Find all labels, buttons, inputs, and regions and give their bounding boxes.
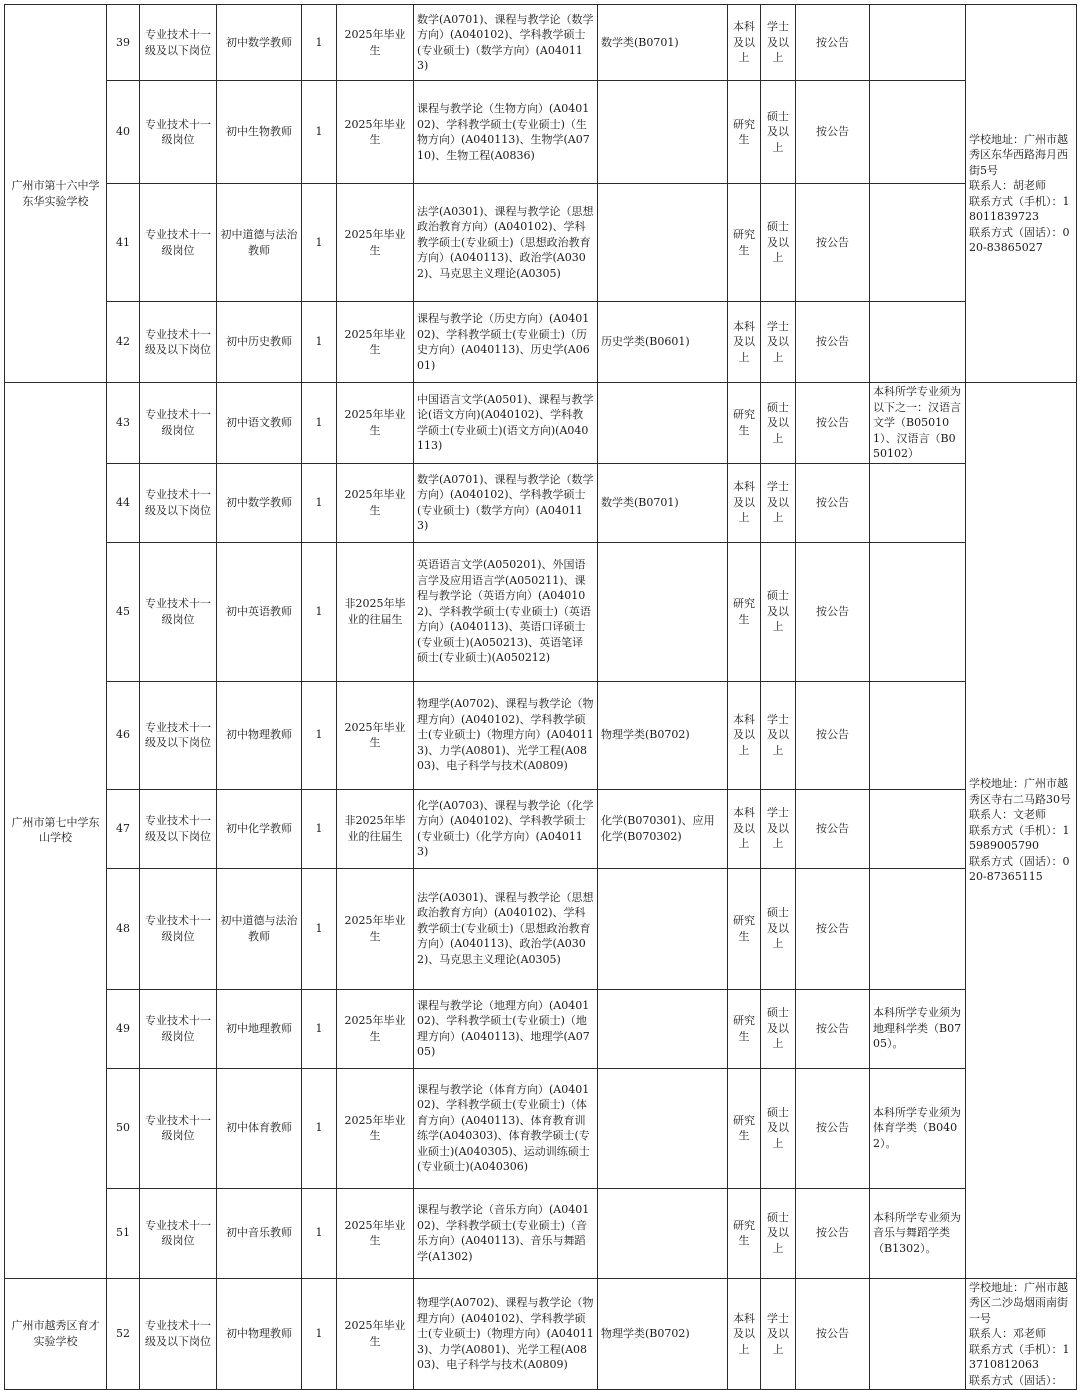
undergrad-major: 数学类(B0701): [598, 5, 728, 81]
job-level: 专业技术十一级岗位: [140, 1068, 217, 1188]
note: [870, 681, 966, 789]
row-number: 52: [107, 1278, 140, 1390]
other-req: 按公告: [796, 81, 870, 184]
contact-line: 联系方式（固话）：020-87365115: [969, 854, 1070, 883]
degree-req: 学士及以上: [761, 463, 796, 542]
education-req: 本科及以上: [728, 302, 761, 383]
hire-count: 1: [302, 681, 337, 789]
table-row: [5, 789, 1077, 868]
job-level: 专业技术十一级及以下岗位: [140, 5, 217, 81]
hire-count: 1: [302, 868, 337, 989]
hire-count: 1: [302, 302, 337, 383]
education-req: 本科及以上: [728, 681, 761, 789]
degree-req: 硕士及以上: [761, 868, 796, 989]
contact-line: 联系人：胡老师: [969, 179, 1046, 192]
hire-count: 1: [302, 383, 337, 464]
row-number: 40: [107, 81, 140, 184]
position-name: 初中英语教师: [217, 542, 302, 681]
note: [870, 5, 966, 81]
position-name: 初中物理教师: [217, 681, 302, 789]
table-row: [5, 989, 1077, 1068]
undergrad-major: [598, 542, 728, 681]
target-group: 非2025年毕业的往届生: [337, 789, 414, 868]
degree-req: 学士及以上: [761, 5, 796, 81]
undergrad-major: 化学(B070301)、应用化学(B070302): [598, 789, 728, 868]
target-group: 2025年毕业生: [337, 1188, 414, 1278]
row-number: 50: [107, 1068, 140, 1188]
hire-count: 1: [302, 5, 337, 81]
contact-line: 联系方式（固话）：: [969, 1373, 1063, 1387]
graduate-major: 化学(A0703)、课程与教学论（化学方向）(A040102)、学科教学硕士(专业硕士)（化学方向）(A040113): [414, 789, 598, 868]
job-level: 专业技术十一级及以下岗位: [140, 789, 217, 868]
position-name: 初中化学教师: [217, 789, 302, 868]
target-group: 2025年毕业生: [337, 184, 414, 302]
table-row: [5, 681, 1077, 789]
note: [870, 463, 966, 542]
job-level: 专业技术十一级及以下岗位: [140, 681, 217, 789]
job-level: 专业技术十一级岗位: [140, 383, 217, 464]
degree-req: 学士及以上: [761, 1278, 796, 1390]
row-number: 46: [107, 681, 140, 789]
row-number: 41: [107, 184, 140, 302]
row-number: 51: [107, 1188, 140, 1278]
note: [870, 81, 966, 184]
table-row: [5, 542, 1077, 681]
position-name: 初中语文教师: [217, 383, 302, 464]
row-number: 49: [107, 989, 140, 1068]
table-row: [5, 5, 1077, 81]
table-row: [5, 383, 1077, 464]
position-name: 初中历史教师: [217, 302, 302, 383]
other-req: 按公告: [796, 184, 870, 302]
degree-req: 学士及以上: [761, 789, 796, 868]
target-group: 2025年毕业生: [337, 1068, 414, 1188]
position-name: 初中生物教师: [217, 81, 302, 184]
other-req: 按公告: [796, 989, 870, 1068]
undergrad-major: 物理学类(B0702): [598, 1278, 728, 1390]
undergrad-major: 数学类(B0701): [598, 463, 728, 542]
contact-line: 联系方式（手机）：13710812063: [969, 1342, 1070, 1371]
graduate-major: 课程与教学论（体育方向）(A040102)、学科教学硕士(专业硕士)（体育方向）(A040113)、体育教育训练学(A040303)、体育教学硕士(专业硕士)(A040305)、运动训练硕士(专业硕士)(A040306): [414, 1068, 598, 1188]
hire-count: 1: [302, 542, 337, 681]
note: [870, 868, 966, 989]
recruitment-table: [4, 4, 1077, 1390]
education-req: 研究生: [728, 383, 761, 464]
note: [870, 789, 966, 868]
target-group: 2025年毕业生: [337, 81, 414, 184]
job-level: 专业技术十一级岗位: [140, 868, 217, 989]
education-req: 研究生: [728, 868, 761, 989]
note: 本科所学专业须为体育学类（B0402）。: [870, 1068, 966, 1188]
graduate-major: 物理学(A0702)、课程与教学论（物理方向）(A040102)、学科教学硕士(专业硕士)（物理方向）(A040113)、力学(A0801)、光学工程(A0803)、电子科学与技术(A0809): [414, 1278, 598, 1390]
contact-line: 联系人：文老师: [969, 808, 1046, 821]
target-group: 2025年毕业生: [337, 989, 414, 1068]
graduate-major: 课程与教学论（音乐方向）(A040102)、学科教学硕士(专业硕士)（音乐方向）(A040113)、音乐与舞蹈学(A1302): [414, 1188, 598, 1278]
target-group: 2025年毕业生: [337, 681, 414, 789]
note: 本科所学专业须为地理科学类（B0705）。: [870, 989, 966, 1068]
table-row: [5, 1188, 1077, 1278]
graduate-major: 课程与教学论（生物方向）(A040102)、学科教学硕士(专业硕士)（生物方向）(A040113)、生物学(A0710)、生物工程(A0836): [414, 81, 598, 184]
graduate-major: 物理学(A0702)、课程与教学论（物理方向）(A040102)、学科教学硕士(专业硕士)（物理方向）(A040113)、力学(A0801)、光学工程(A0803)、电子科学与技术(A0809): [414, 681, 598, 789]
undergrad-major: [598, 184, 728, 302]
job-level: 专业技术十一级及以下岗位: [140, 463, 217, 542]
note: [870, 542, 966, 681]
degree-req: 硕士及以上: [761, 989, 796, 1068]
degree-req: 硕士及以上: [761, 81, 796, 184]
education-req: 研究生: [728, 1188, 761, 1278]
position-name: 初中道德与法治教师: [217, 868, 302, 989]
graduate-major: 法学(A0301)、课程与教学论（思想政治教育方向）(A040102)、学科教学硕士(专业硕士)（思想政治教育方向）(A040113)、政治学(A0302)、马克思主义理论(A0305): [414, 184, 598, 302]
hire-count: 1: [302, 1278, 337, 1390]
table-row: [5, 302, 1077, 383]
target-group: 2025年毕业生: [337, 383, 414, 464]
row-number: 44: [107, 463, 140, 542]
other-req: 按公告: [796, 463, 870, 542]
row-number: 47: [107, 789, 140, 868]
school-name: 广州市第七中学东山学校: [5, 383, 107, 1279]
undergrad-major: [598, 383, 728, 464]
row-number: 45: [107, 542, 140, 681]
undergrad-major: 物理学类(B0702): [598, 681, 728, 789]
undergrad-major: 历史学类(B0601): [598, 302, 728, 383]
school-contact: [966, 383, 1077, 1279]
target-group: 2025年毕业生: [337, 463, 414, 542]
education-req: 本科及以上: [728, 5, 761, 81]
target-group: 2025年毕业生: [337, 5, 414, 81]
graduate-major: 英语语言文学(A050201)、外国语言学及应用语言学(A050211)、课程与教学论（英语方向）(A040102)、学科教学硕士(专业硕士)（英语方向）(A040113)、英语口译硕士(专业硕士)(A050213)、英语笔译硕士(专业硕士)(A050212): [414, 542, 598, 681]
job-level: 专业技术十一级岗位: [140, 81, 217, 184]
target-group: 非2025年毕业的往届生: [337, 542, 414, 681]
other-req: 按公告: [796, 1278, 870, 1390]
graduate-major: 法学(A0301)、课程与教学论（思想政治教育方向）(A040102)、学科教学硕士(专业硕士)（思想政治教育方向）(A040113)、政治学(A0302)、马克思主义理论(A0305): [414, 868, 598, 989]
degree-req: 硕士及以上: [761, 184, 796, 302]
job-level: 专业技术十一级岗位: [140, 542, 217, 681]
position-name: 初中音乐教师: [217, 1188, 302, 1278]
hire-count: 1: [302, 989, 337, 1068]
other-req: 按公告: [796, 542, 870, 681]
contact-line: 学校地址：广州市越秀区寺右二马路30号: [969, 777, 1071, 806]
degree-req: 硕士及以上: [761, 1068, 796, 1188]
note: [870, 302, 966, 383]
education-req: 本科及以上: [728, 789, 761, 868]
note: 本科所学专业须为以下之一：汉语言文学（B050101）、汉语言（B050102）: [870, 383, 966, 464]
school-name: 广州市第十六中学东华实验学校: [5, 5, 107, 383]
education-req: 研究生: [728, 542, 761, 681]
education-req: 研究生: [728, 1068, 761, 1188]
hire-count: 1: [302, 1068, 337, 1188]
graduate-major: 数学(A0701)、课程与教学论（数学方向）(A040102)、学科教学硕士(专业硕士)（数学方向）(A040113): [414, 5, 598, 81]
education-req: 本科及以上: [728, 463, 761, 542]
position-name: 初中道德与法治教师: [217, 184, 302, 302]
hire-count: 1: [302, 789, 337, 868]
other-req: 按公告: [796, 1068, 870, 1188]
note: [870, 184, 966, 302]
education-req: 研究生: [728, 989, 761, 1068]
degree-req: 学士及以上: [761, 681, 796, 789]
graduate-major: 课程与教学论（历史方向）(A040102)、学科教学硕士(专业硕士)（历史方向）(A040113)、历史学(A0601): [414, 302, 598, 383]
degree-req: 学士及以上: [761, 302, 796, 383]
table-row: [5, 184, 1077, 302]
undergrad-major: [598, 1188, 728, 1278]
hire-count: 1: [302, 1188, 337, 1278]
undergrad-major: [598, 989, 728, 1068]
undergrad-major: [598, 81, 728, 184]
position-name: 初中地理教师: [217, 989, 302, 1068]
contact-line: 学校地址：广州市越秀区二沙岛烟雨南街一号: [969, 1280, 1068, 1325]
table-row: [5, 81, 1077, 184]
hire-count: 1: [302, 184, 337, 302]
education-req: 研究生: [728, 184, 761, 302]
degree-req: 硕士及以上: [761, 542, 796, 681]
position-name: 初中体育教师: [217, 1068, 302, 1188]
position-name: 初中数学教师: [217, 5, 302, 81]
other-req: 按公告: [796, 5, 870, 81]
contact-line: 联系方式（手机）：15989005790: [969, 823, 1070, 852]
degree-req: 硕士及以上: [761, 383, 796, 464]
school-name: 广州市越秀区育才实验学校: [5, 1278, 107, 1390]
school-contact: [966, 5, 1077, 383]
contact-line: 联系方式（固话）：020-83865027: [969, 225, 1070, 254]
row-number: 39: [107, 5, 140, 81]
target-group: 2025年毕业生: [337, 302, 414, 383]
job-level: 专业技术十一级及以下岗位: [140, 1278, 217, 1390]
job-level: 专业技术十一级岗位: [140, 184, 217, 302]
table-row: [5, 463, 1077, 542]
target-group: 2025年毕业生: [337, 868, 414, 989]
other-req: 按公告: [796, 681, 870, 789]
other-req: 按公告: [796, 1188, 870, 1278]
position-name: 初中数学教师: [217, 463, 302, 542]
graduate-major: 中国语言文学(A0501)、课程与教学论(语文方向)(A040102)、学科教学硕士(专业硕士)(语文方向)(A040113): [414, 383, 598, 464]
row-number: 48: [107, 868, 140, 989]
row-number: 43: [107, 383, 140, 464]
education-req: 研究生: [728, 81, 761, 184]
hire-count: 1: [302, 81, 337, 184]
other-req: 按公告: [796, 302, 870, 383]
degree-req: 硕士及以上: [761, 1188, 796, 1278]
job-level: 专业技术十一级岗位: [140, 989, 217, 1068]
undergrad-major: [598, 868, 728, 989]
row-number: 42: [107, 302, 140, 383]
other-req: 按公告: [796, 868, 870, 989]
contact-line: 联系方式（手机）：18011839723: [969, 194, 1070, 223]
table-row: [5, 1068, 1077, 1188]
contact-line: 学校地址：广州市越秀区东华西路海月西街5号: [969, 132, 1068, 177]
note: 本科所学专业须为音乐与舞蹈学类（B1302）。: [870, 1188, 966, 1278]
table-row: [5, 868, 1077, 989]
other-req: 按公告: [796, 383, 870, 464]
contact-line: 联系人：邓老师: [969, 1327, 1046, 1340]
other-req: 按公告: [796, 789, 870, 868]
graduate-major: 数学(A0701)、课程与教学论（数学方向）(A040102)、学科教学硕士(专业硕士)（数学方向）(A040113): [414, 463, 598, 542]
education-req: 本科及以上: [728, 1278, 761, 1390]
undergrad-major: [598, 1068, 728, 1188]
job-level: 专业技术十一级岗位: [140, 1188, 217, 1278]
job-level: 专业技术十一级及以下岗位: [140, 302, 217, 383]
target-group: 2025年毕业生: [337, 1278, 414, 1390]
position-name: 初中物理教师: [217, 1278, 302, 1390]
graduate-major: 课程与教学论（地理方向）(A040102)、学科教学硕士(专业硕士)（地理方向）(A040113)、地理学(A0705): [414, 989, 598, 1068]
hire-count: 1: [302, 463, 337, 542]
